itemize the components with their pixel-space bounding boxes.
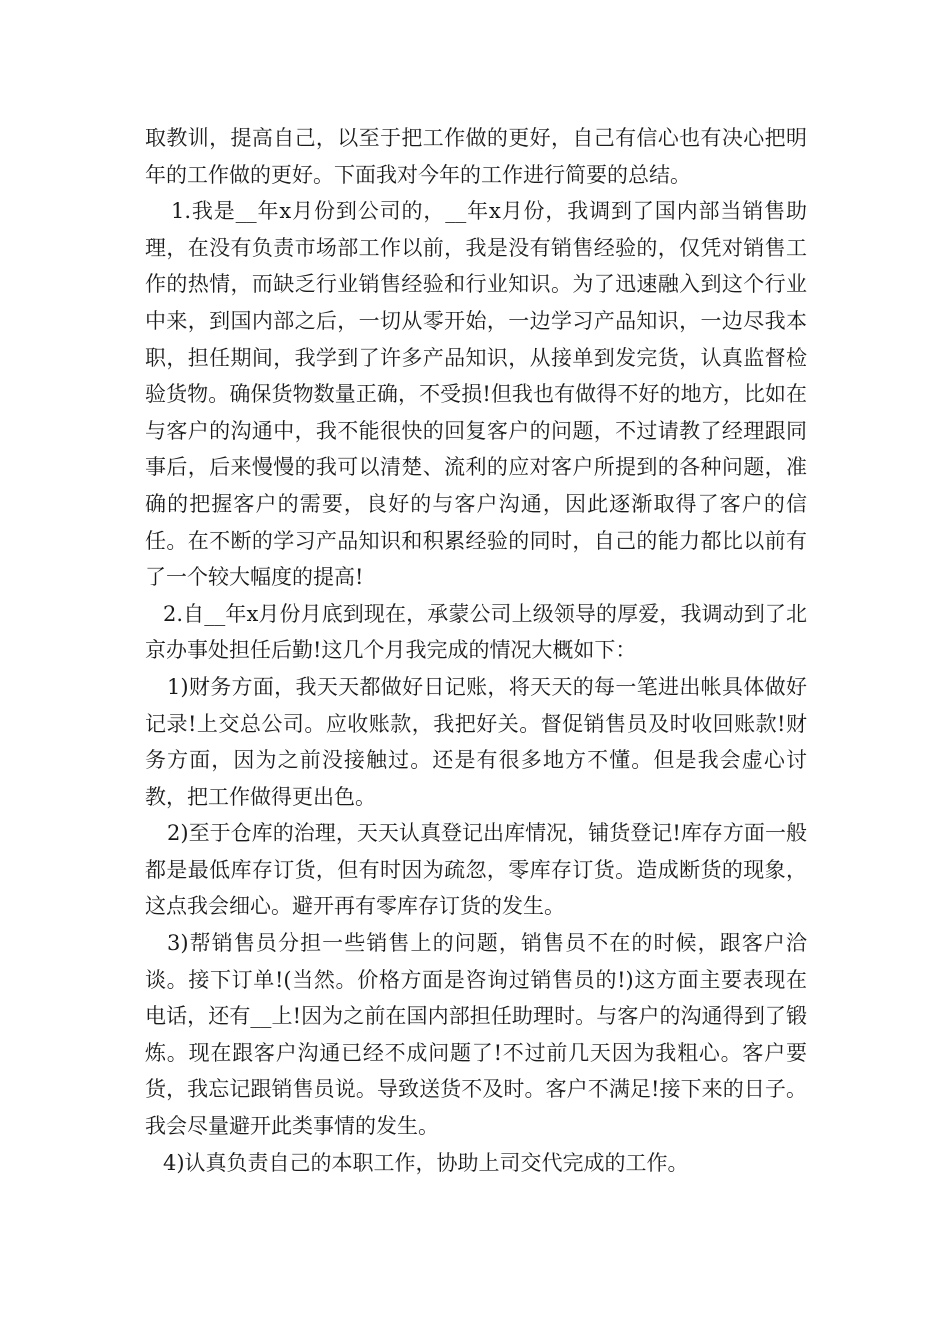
paragraph-intro-continuation: 取教训，提高自己，以至于把工作做的更好，自己有信心也有决心把明年的工作做的更好。下面我对今年的工作进行简要的总结。 [145,126,807,187]
paragraph-item-1: 1.我是__年x月份到公司的，__年x月份，我调到了国内部当销售助理，在没有负责市场部工作以前，我是没有销售经验的，仅凭对销售工作的热情，而缺乏行业销售经验和行业知识。为了迅速融入到这个行业中来，到国内部之后，一切从零开始，一边学习产品知识，一边尽我本职，担任期间，我学到了许多产品知识，从接单到发完货，认真监督检验货物。确保货物数量正确，不受损!但我也有做得不好的地方，比如在与客户的沟通中，我不能很快的回复客户的问题，不过请教了经理跟同事后，后来慢慢的我可以清楚、流利的应对客户所提到的各种问题，准确的把握客户的需要，良好的与客户沟通，因此逐渐取得了客户的信任。在不断的学习产品知识和积累经验的同时，自己的能力都比以前有了一个较大幅度的提高! [145,199,807,590]
document-page [145,120,807,1181]
paragraph-item-2-3: 3)帮销售员分担一些销售上的问题，销售员不在的时候，跟客户洽谈。接下订单!(当然。价格方面是咨询过销售员的!)这方面主要表现在电话，还有__上!因为之前在国内部担任助理时。与客户的沟通得到了锻炼。现在跟客户沟通已经不成问题了!不过前几天因为我粗心。客户要货，我忘记跟销售员说。导致送货不及时。客户不满足!接下来的日子。我会尽量避开此类事情的发生。 [145,931,807,1139]
paragraph-item-2-2: 2)至于仓库的治理，天天认真登记出库情况，铺货登记!库存方面一般都是最低库存订货，但有时因为疏忽，零库存订货。造成断货的现象，这点我会细心。避开再有零库存订货的发生。 [145,821,807,919]
paragraph-item-2-4: 4)认真负责自己的本职工作，协助上司交代完成的工作。 [163,1150,689,1175]
paragraph-item-2: 2.自__年x月份月底到现在，承蒙公司上级领导的厚爱，我调动到了北京办事处担任后勤!这几个月我完成的情况大概如下： [145,601,807,663]
paragraph-item-2-1: 1)财务方面，我天天都做好日记账，将天天的每一笔进出帐具体做好记录!上交总公司。应收账款，我把好关。督促销售员及时收回账款!财务方面，因为之前没接触过。还是有很多地方不懂。但是我会虚心讨教，把工作做得更出色。 [145,674,807,809]
